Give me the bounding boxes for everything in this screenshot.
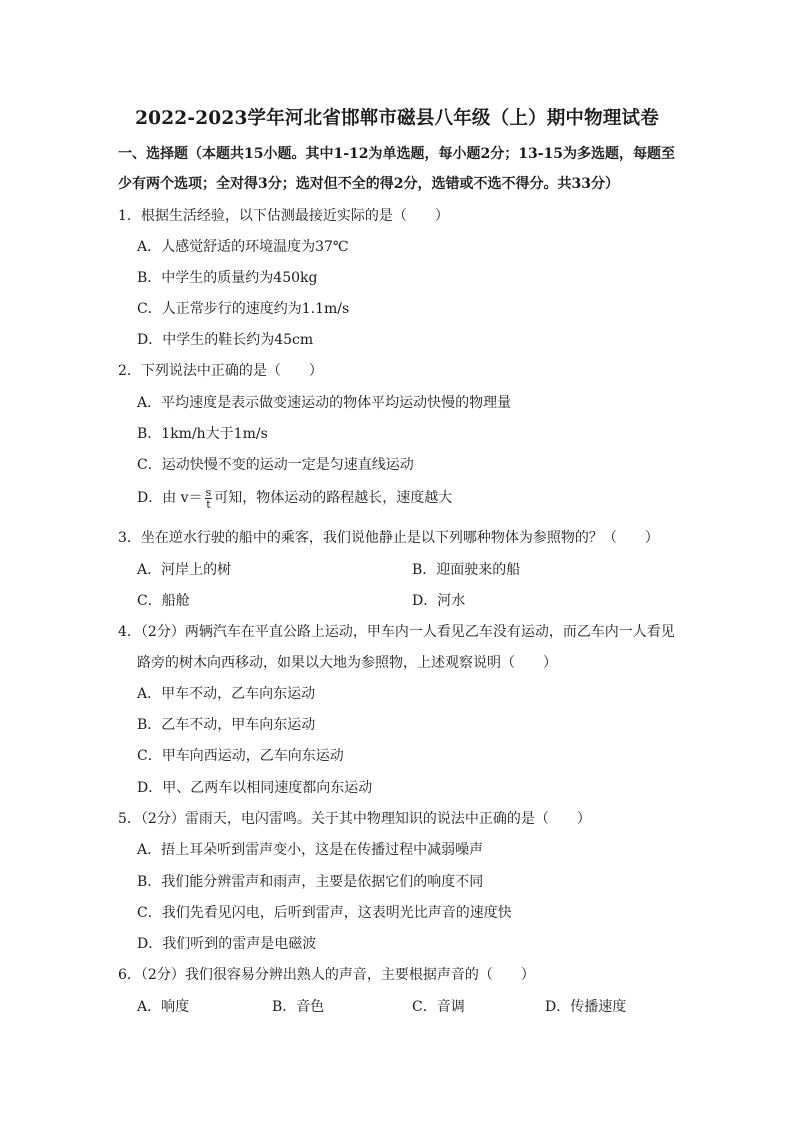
question-1-option-d: D．中学生的鞋长约为45cm [137, 332, 314, 348]
question-3-stem: 3．坐在逆水行驶的船中的乘客，我们说他静止是以下列哪种物体为参照物的？（ ） [118, 530, 659, 546]
question-6-option-d: D．传播速度 [545, 999, 627, 1015]
question-4-option-d: D．甲、乙两车以相同速度都向东运动 [137, 780, 373, 796]
question-6-option-a: A．响度 [137, 999, 190, 1015]
question-6-stem: 6．（2分）我们很容易分辨出熟人的声音，主要根据声音的（ ） [118, 967, 535, 983]
question-2-option-a: A．平均速度是表示做变速运动的物体平均运动快慢的物理量 [137, 395, 512, 411]
question-3-option-c: C．船舱 [137, 593, 190, 609]
question-4-stem-line-1: 4．（2分）两辆汽车在平直公路上运动，甲车内一人看见乙车没有运动，而乙车内一人看见 [118, 624, 675, 640]
question-2-stem: 2．下列说法中正确的是（ ） [118, 363, 323, 379]
question-4-stem-line-2: 路旁的树木向西移动，如果以大地为参照物，上述观察说明（ ） [137, 655, 557, 671]
fraction-numerator: s [205, 485, 212, 499]
question-1-option-b: B．中学生的质量约为450kg [137, 270, 318, 286]
question-3-option-d: D．河水 [412, 593, 466, 609]
question-1-stem: 1．根据生活经验，以下估测最接近实际的是（ ） [118, 208, 449, 224]
question-6-option-b: B．音色 [272, 999, 325, 1015]
question-5-option-d: D．我们听到的雷声是电磁波 [137, 936, 317, 952]
question-1-option-a: A．人感觉舒适的环境温度为37℃ [137, 239, 349, 255]
question-5-stem: 5．（2分）雷雨天，电闪雷鸣。关于其中物理知识的说法中正确的是（ ） [118, 811, 591, 827]
question-6-option-c: C．音调 [412, 999, 465, 1015]
question-1-option-c: C．人正常步行的速度约为1.1m/s [137, 301, 350, 317]
question-2-option-d [137, 484, 452, 512]
question-4-option-a: A．甲车不动，乙车向东运动 [137, 686, 316, 702]
question-5-option-b: B．我们能分辨雷声和雨声，主要是依据它们的响度不同 [137, 874, 484, 890]
exam-title: 2022-2023学年河北省邯郸市磁县八年级（上）期中物理试卷 [135, 108, 659, 129]
option-d-suffix: 可知，物体运动的路程越长，速度越大 [214, 490, 453, 506]
velocity-fraction [205, 487, 213, 510]
section-heading [118, 139, 678, 199]
question-2-option-b: B．1km/h大于1m/s [137, 426, 268, 442]
section-heading-line-1: 一、选择题（本题共15小题。其中1-12为单选题，每小题2分；13-15为多选题，每题至 [118, 146, 676, 162]
question-5-option-c: C．我们先看见闪电，后听到雷声，这表明光比声音的速度快 [137, 905, 512, 921]
question-4-option-c: C．甲车向西运动，乙车向东运动 [137, 748, 344, 764]
question-3-option-b: B．迎面驶来的船 [412, 562, 521, 578]
question-3-option-a: A．河岸上的树 [137, 562, 232, 578]
fraction-denominator: t [206, 497, 211, 511]
question-4-option-b: B．乙车不动，甲车向东运动 [137, 717, 316, 733]
option-d-prefix: D．由 v＝ [137, 490, 203, 506]
question-2-option-c: C．运动快慢不变的运动一定是匀速直线运动 [137, 457, 414, 473]
section-heading-line-2: 少有两个选项；全对得3分；选对但不全的得2分，选错或不选不得分。共33分） [118, 176, 619, 192]
question-5-option-a: A．捂上耳朵听到雷声变小，这是在传播过程中减弱噪声 [137, 842, 484, 858]
